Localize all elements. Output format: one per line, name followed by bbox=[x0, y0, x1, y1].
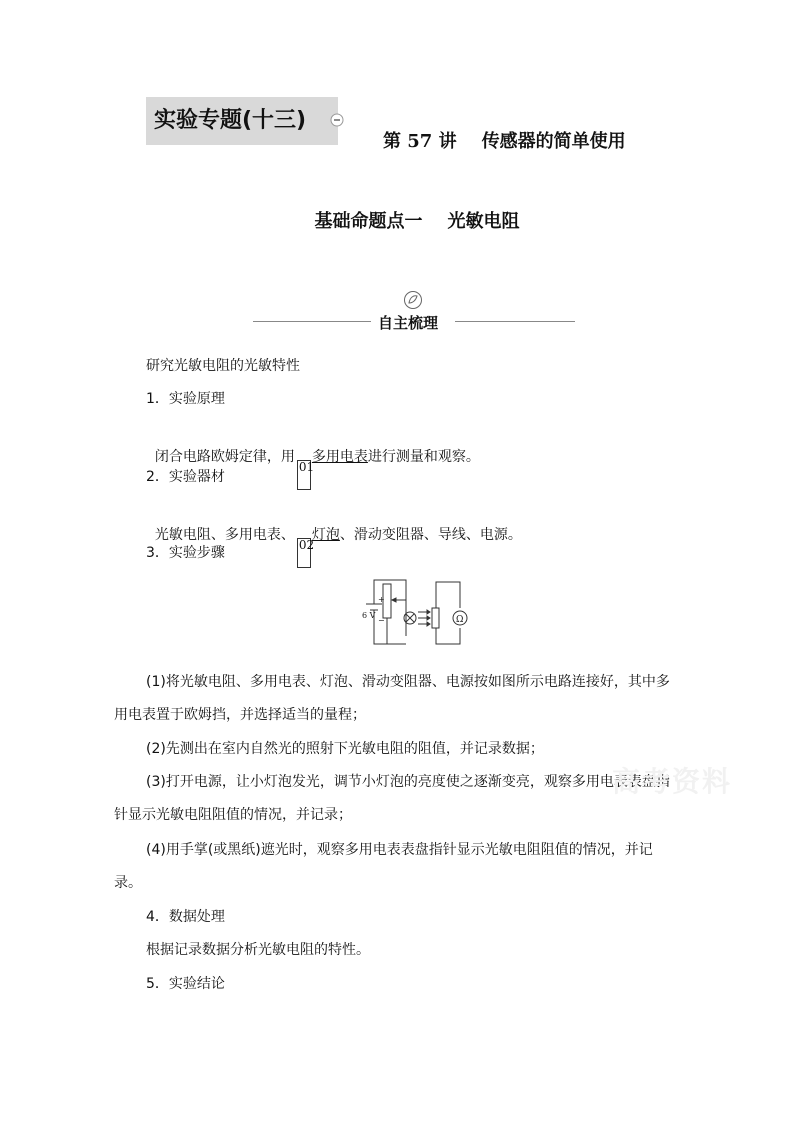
step-1: (1)将光敏电阻、多用电表、灯泡、滑动变阻器、电源按如图所示电路连接好，其中多用电表置于欧姆挡，并选择适当的量程； bbox=[114, 674, 670, 723]
heading-principle: 1．实验原理 bbox=[146, 391, 225, 407]
heading-conclusion: 5．实验结论 bbox=[146, 976, 225, 992]
equipment-text-after: 、滑动变阻器、导线、电源。 bbox=[339, 527, 522, 543]
principle-text-before: 闭合电路欧姆定律，用 bbox=[154, 449, 295, 465]
blank-02: 02 bbox=[297, 538, 311, 568]
heading-steps: 3．实验步骤 bbox=[146, 545, 225, 561]
plus-sign: + bbox=[378, 595, 385, 604]
answer-02: 灯泡 bbox=[311, 527, 340, 543]
divider-right bbox=[455, 321, 575, 322]
divider-left bbox=[253, 321, 371, 322]
minus-sign: − bbox=[378, 616, 385, 625]
step-3: (3)打开电源，让小灯泡发光，调节小灯泡的亮度使之逐渐变亮，观察多用电表表盘指针显示光敏电阻阻值的情况，并记录； bbox=[114, 774, 670, 823]
answer-01: 多用电表 bbox=[311, 449, 368, 465]
banner-label: 实验专题(十三) bbox=[154, 108, 307, 133]
step-2: (2)先测出在室内自然光的照射下光敏电阻的阻值，并记录数据； bbox=[146, 741, 544, 757]
lecture-title: 第 57 讲 传感器的简单使用 bbox=[383, 131, 626, 152]
ohm-symbol: Ω bbox=[456, 615, 464, 625]
banner-arrow-icon bbox=[330, 110, 344, 130]
watermark: 高考资料 bbox=[612, 765, 733, 798]
leaf-icon bbox=[403, 290, 423, 310]
data-text: 根据记录数据分析光敏电阻的特性。 bbox=[146, 942, 370, 958]
heading-data: 4．数据处理 bbox=[146, 909, 225, 925]
wire-top bbox=[374, 580, 406, 636]
equipment-text-before: 光敏电阻、多用电表、 bbox=[154, 527, 295, 543]
principle-text-after: 进行测量和观察。 bbox=[367, 449, 480, 465]
photoresistor bbox=[432, 608, 439, 628]
heading-equipment: 2．实验器材 bbox=[146, 469, 225, 485]
topic-banner bbox=[146, 97, 338, 145]
step-4: (4)用手掌(或黑纸)遮光时，观察多用电表表盘指针显示光敏电阻阻值的情况，并记录。 bbox=[114, 842, 653, 891]
circuit-diagram bbox=[352, 578, 470, 650]
blank-01: 01 bbox=[297, 460, 311, 490]
subheading: 自主梳理 bbox=[378, 314, 439, 332]
intro-text: 研究光敏电阻的光敏特性 bbox=[146, 358, 300, 374]
section-title: 基础命题点一 光敏电阻 bbox=[314, 211, 520, 232]
voltage-label: 6 V bbox=[362, 611, 376, 620]
wire-bottom bbox=[374, 626, 406, 644]
